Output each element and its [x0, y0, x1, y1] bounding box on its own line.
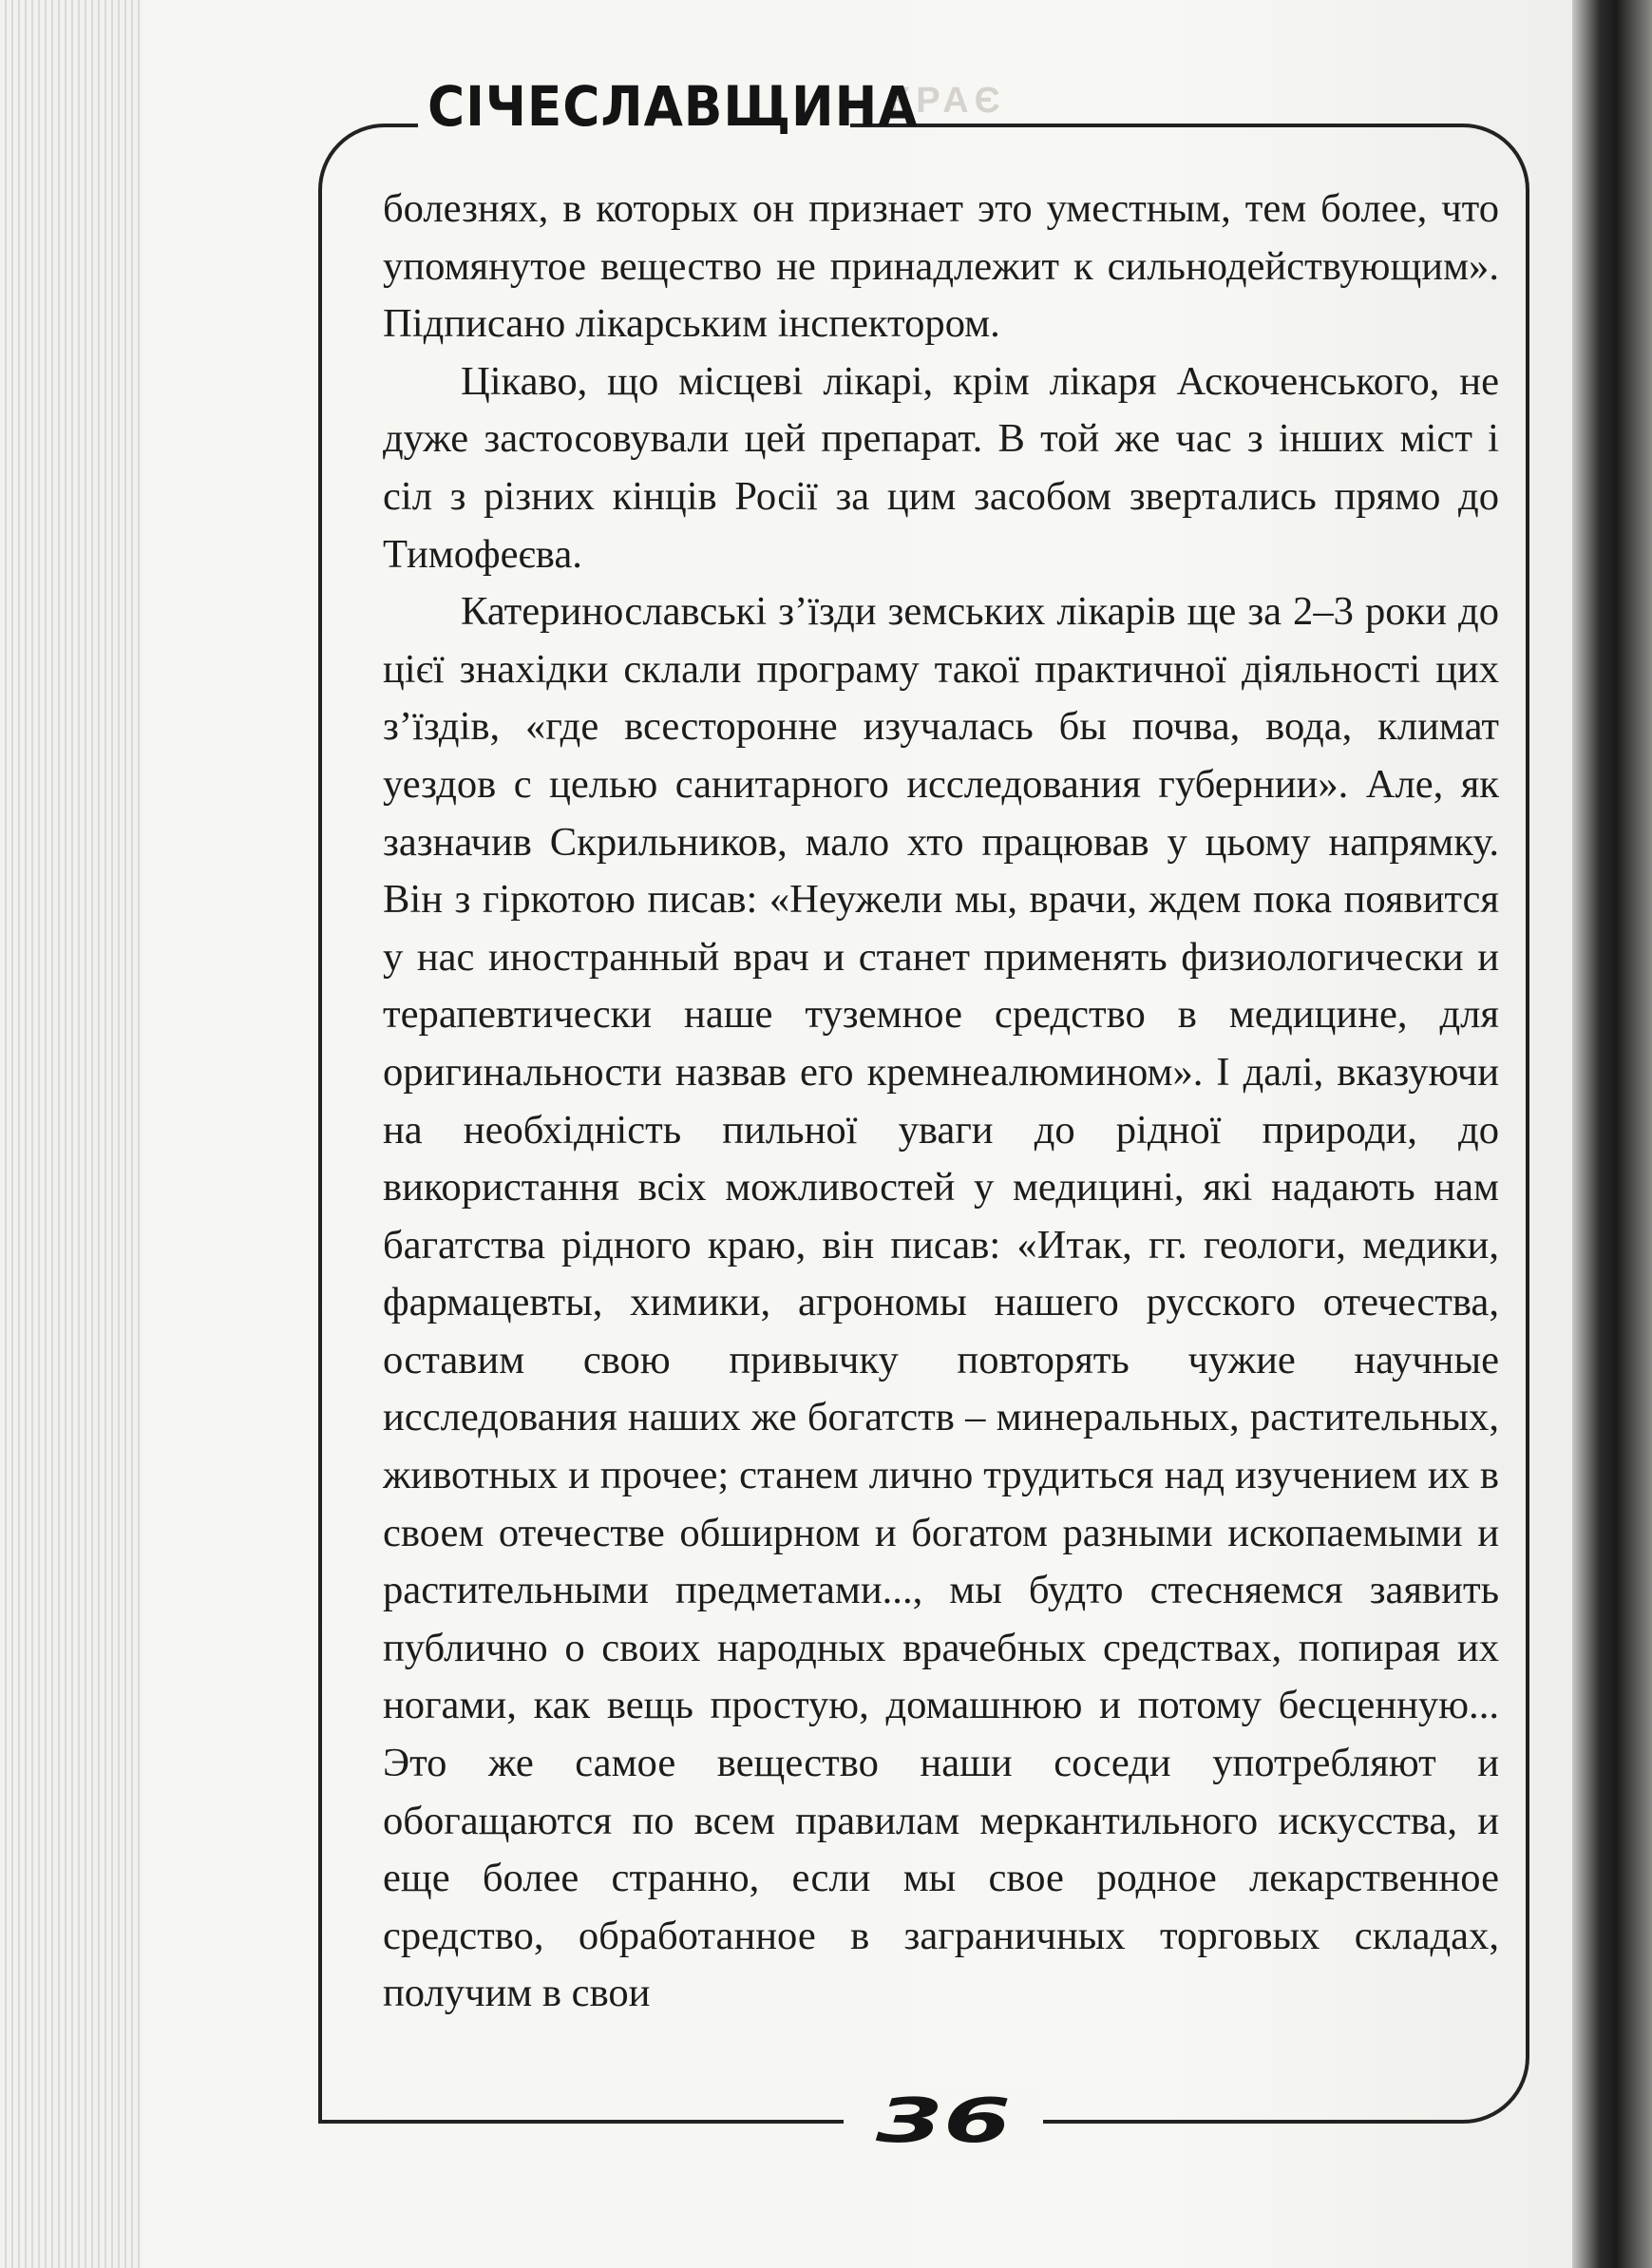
body-text	[383, 181, 1499, 2023]
running-header-logo: СІЧЕСЛАВЩИНА	[427, 74, 919, 139]
page-number: 36	[875, 2087, 1012, 2157]
paragraph-3: Катеринославські з’їзди земських лікарів ще за 2–3 роки до цієї знахідки склали програму такої практичної діяльності цих з’їздів, «где всесторонне изучалась бы почва, вода, климат уездов с целью санитарного исследования губернии». Але, як зазначив Скрильников, мало хто працював у цьому напрямку. Він з гіркотою писав: «Неужели мы, врачи, ждем пока появится у нас иностранный врач и станет применять физиологически и терапевтически наше туземное средство в медицине, для оригинальности назвав его кремнеалюмином». І далі, вказуючи на необхідність пильної уваги до рідної природи, до використання всіх можливостей у медицині, які надають нам багатства рідного краю, він писав: «Итак, гг. геологи, медики, фармацевты, химики, агрономы нашего русского отечества, оставим свою привычку повторять чужие научные исследования наших же богатств – минеральных, растительных, животных и прочее; станем лично трудиться над изучением их в своем отечестве обширном и богатом разными ископаемыми и растительными предметами..., мы будто стесняемся заявить публично о своих народных врачебных средствах, попирая их ногами, как вещь простую, домашнюю и потому бесценную... Это же самое вещество наши соседи употребляют и обогащаются по всем правилам меркантильного искусства, и еще более странно, если мы свое родное лекарственное средство, обработанное в заграничных торговых складах, получим в свои	[383, 589, 1499, 2016]
paragraph-2: Цікаво, що місцеві лікарі, крім лікаря Аскоченського, не дуже застосовували цей препарат. В той же час з інших міст і сіл з різних кінців Росії за цим засобом звертались прямо до Тимофеєва.	[383, 358, 1499, 577]
bleed-through-header: КРАЄ	[888, 81, 1006, 121]
page-stack-edge	[0, 0, 142, 2268]
paragraph-1: болезнях, в которых он признает это уместным, тем более, что упомянутое вещество не принадлежит к сильнодействующим». Підписано лікарським інспектором.	[383, 186, 1499, 347]
book-gutter	[1572, 0, 1652, 2268]
